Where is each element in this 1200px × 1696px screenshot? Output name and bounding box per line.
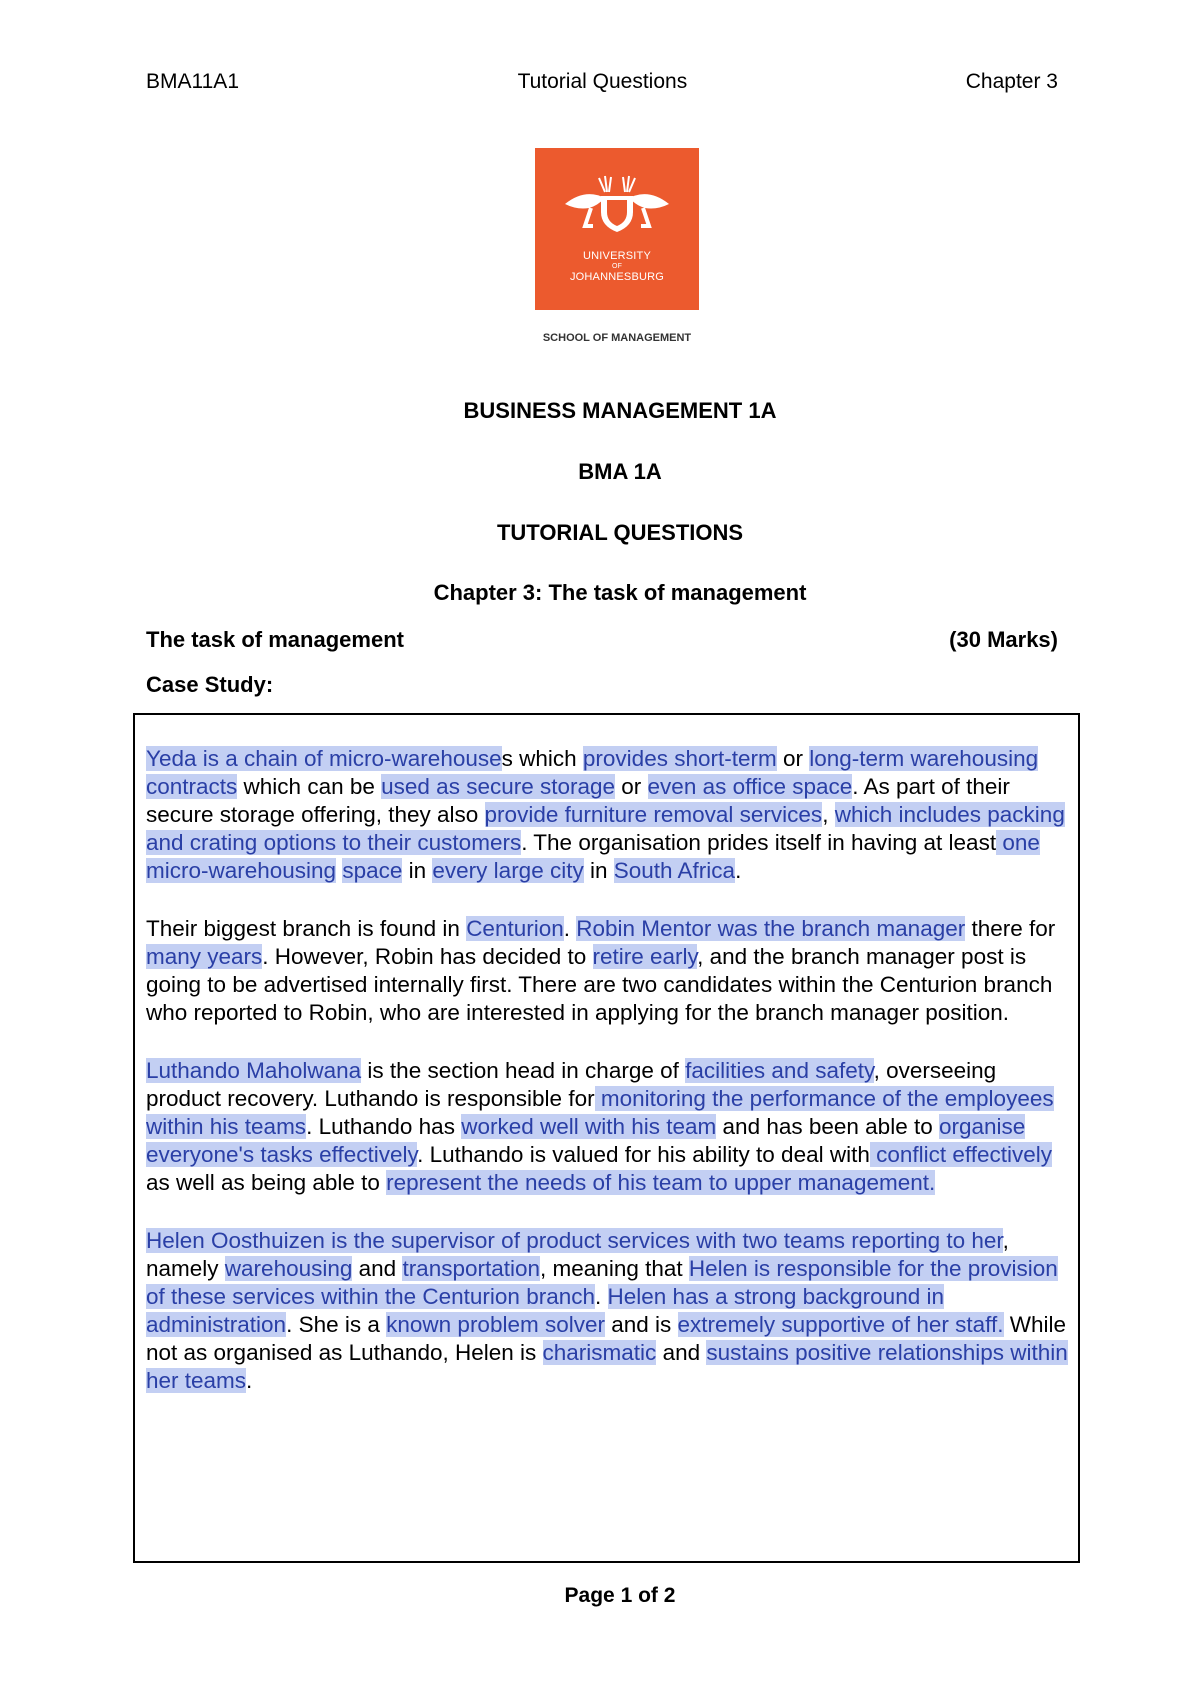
paragraph-text: , namely xyxy=(146,1228,1009,1281)
highlighted-text: Helen has a strong background in administration xyxy=(146,1284,944,1337)
highlighted-text: warehousing xyxy=(224,1256,353,1281)
highlighted-text: provides short-term xyxy=(582,746,777,771)
highlighted-text: used as secure storage xyxy=(381,774,616,799)
paragraph-text: , meaning that xyxy=(540,1256,689,1281)
highlighted-text: conflict effectively xyxy=(869,1142,1053,1167)
paragraph-text: . However, Robin has decided to xyxy=(262,944,593,969)
header-chapter: Chapter 3 xyxy=(965,70,1058,93)
case-paragraph xyxy=(146,915,1076,1027)
case-paragraph xyxy=(146,745,1076,885)
highlighted-text: Luthando Maholwana xyxy=(146,1058,362,1083)
highlighted-text: represent the needs of his team to upper management. xyxy=(386,1170,936,1195)
highlighted-text: which includes packing and crating options to their customers xyxy=(146,802,1065,855)
logo-text-university: UNIVERSITY xyxy=(582,250,651,262)
highlighted-text: one micro-warehousing xyxy=(146,830,1040,883)
paragraph-text: is the section head in charge of xyxy=(361,1058,686,1083)
highlighted-text: long-term warehousing contracts xyxy=(146,746,1039,799)
course-code-title: BMA 1A xyxy=(578,459,662,484)
paragraph-text: While not as organised as Luthando, Helen is xyxy=(146,1312,1067,1365)
course-title: BUSINESS MANAGEMENT 1A xyxy=(463,398,777,423)
highlighted-text: retire early xyxy=(592,944,698,969)
highlighted-text: facilities and safety xyxy=(685,1058,874,1083)
paragraph-text: , and the branch manager post is going to be advertised internally first. There are two candidates within the Centurion branch who reported to Robin, who are interested in applying for the branch manager position. xyxy=(146,944,1053,1025)
highlighted-text: even as office space xyxy=(647,774,853,799)
paragraph-text: . Luthando is valued for his ability to deal with xyxy=(417,1142,870,1167)
highlighted-text: Helen is responsible for the provision of these services within the Centurion branch xyxy=(146,1256,1058,1309)
paragraph-text: or xyxy=(615,774,648,799)
highlighted-text: Yeda is a chain of micro-warehouse xyxy=(146,746,502,771)
highlighted-text: extremely supportive of her staff. xyxy=(677,1312,1004,1337)
highlighted-text: space xyxy=(342,858,403,883)
tutorial-title: TUTORIAL QUESTIONS xyxy=(496,520,744,545)
paragraph-text: as well as being able to xyxy=(146,1170,387,1195)
section-marks: (30 Marks) xyxy=(949,627,1058,652)
case-paragraph xyxy=(146,1057,1076,1197)
paragraph-text: in xyxy=(583,858,614,883)
case-paragraph xyxy=(146,1227,1076,1395)
paragraph-text: and xyxy=(352,1256,403,1281)
paragraph-text: and xyxy=(656,1340,707,1365)
paragraph-text: . xyxy=(563,916,577,941)
paragraph-text: in xyxy=(402,858,433,883)
section-title: The task of management xyxy=(146,627,404,652)
case-study-text xyxy=(146,745,1076,1425)
university-logo xyxy=(535,148,699,310)
highlighted-text: transportation xyxy=(402,1256,541,1281)
highlighted-text: charismatic xyxy=(542,1340,657,1365)
school-name: SCHOOL OF MANAGEMENT xyxy=(542,332,692,344)
paragraph-text: or xyxy=(776,746,810,771)
paragraph-text: . As part of their secure storage offering, they also xyxy=(146,774,1010,827)
paragraph-text: . xyxy=(595,1284,608,1309)
paragraph-text: . xyxy=(246,1368,253,1393)
paragraph-text: Their biggest branch is found in xyxy=(146,916,467,941)
paragraph-text: . xyxy=(735,858,742,883)
section-heading-row xyxy=(146,627,1058,653)
paragraph-text: , overseeing product recovery. Luthando is responsible for xyxy=(146,1058,997,1111)
paragraph-text: and is xyxy=(605,1312,678,1337)
highlighted-text: Helen Oosthuizen is the supervisor of product services with two teams reporting to her xyxy=(146,1228,1003,1253)
highlighted-text: worked well with his team xyxy=(461,1114,717,1139)
page-header xyxy=(146,70,1058,94)
highlighted-text: provide furniture removal services xyxy=(484,802,823,827)
highlighted-text: many years xyxy=(146,944,263,969)
highlighted-text: monitoring the performance of the employees within his teams xyxy=(146,1086,1054,1139)
highlighted-text: every large city xyxy=(432,858,584,883)
header-document-type: Tutorial Questions xyxy=(517,70,688,93)
page-number: Page 1 of 2 xyxy=(564,1584,676,1607)
header-course-code: BMA11A1 xyxy=(146,70,239,93)
chapter-title: Chapter 3: The task of management xyxy=(433,580,807,605)
logo-text-of: OF xyxy=(611,263,623,270)
paragraph-text: . The organisation prides itself in having at least xyxy=(521,830,997,855)
paragraph-text: which can be xyxy=(237,774,382,799)
paragraph-text: there for xyxy=(965,916,1056,941)
highlighted-text: South Africa xyxy=(613,858,736,883)
paragraph-text: . She is a xyxy=(286,1312,387,1337)
paragraph-text: , xyxy=(822,802,835,827)
paragraph-text: s which xyxy=(501,746,583,771)
highlighted-text: known problem solver xyxy=(386,1312,605,1337)
paragraph-text: . Luthando has xyxy=(306,1114,462,1139)
highlighted-text: organise everyone's tasks effectively xyxy=(146,1114,1026,1167)
case-study-label: Case Study: xyxy=(146,672,274,697)
highlighted-text: sustains positive relationships within her teams xyxy=(146,1340,1068,1393)
paragraph-text: and has been able to xyxy=(716,1114,939,1139)
highlighted-text: Centurion xyxy=(466,916,564,941)
logo-text-johannesburg: JOHANNESBURG xyxy=(569,271,665,283)
crest-icon xyxy=(535,148,699,248)
highlighted-text: Robin Mentor was the branch manager xyxy=(576,916,966,941)
